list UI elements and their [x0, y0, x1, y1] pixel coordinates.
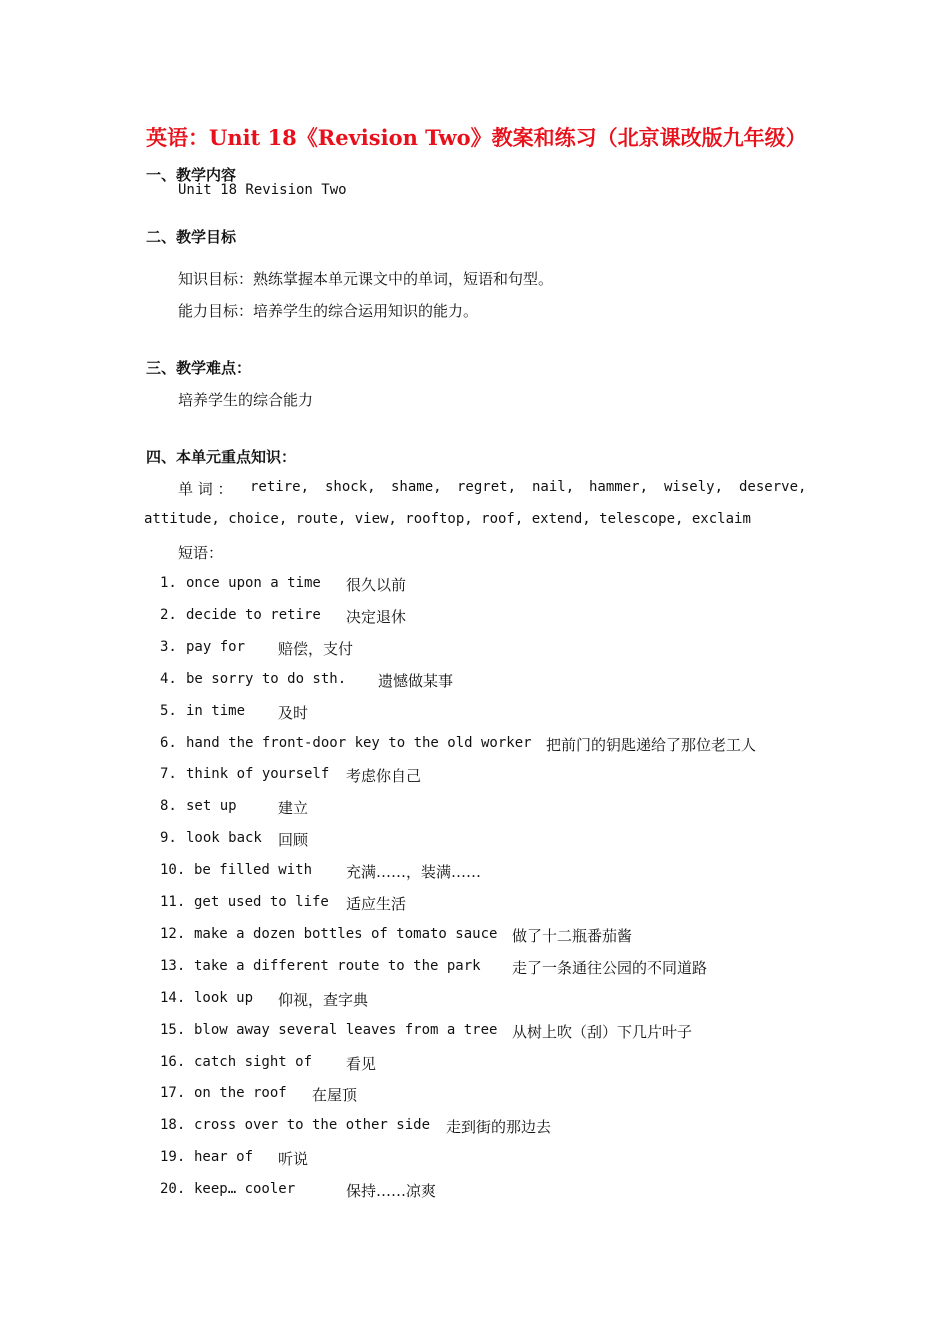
- phrase-english: make a dozen bottles of tomato sauce: [194, 925, 498, 942]
- phrase-english: think of yourself: [186, 766, 330, 783]
- section-heading-key-points: 四、本单元重点知识：: [146, 448, 297, 466]
- phrase-number: 6.: [160, 734, 177, 751]
- phrase-chinese: 考虑你自己: [346, 767, 422, 786]
- phrase-chinese: 建立: [278, 799, 309, 818]
- word: shame,: [391, 479, 442, 495]
- phrase-chinese: 在屋顶: [312, 1086, 358, 1105]
- phrase-number: 3.: [160, 638, 177, 655]
- phrase-chinese: 做了十二瓶番茄酱: [512, 926, 633, 945]
- phrase-chinese: 遗憾做某事: [378, 671, 454, 690]
- words-label: 单 词 ：: [178, 480, 233, 498]
- phrase-number: 12.: [160, 925, 186, 942]
- goal-knowledge: 知识目标：熟练掌握本单元课文中的单词，短语和句型。: [178, 270, 554, 288]
- phrase-english: once upon a time: [186, 575, 321, 591]
- phrase-english: catch sight of: [194, 1053, 313, 1070]
- phrase-chinese: 充满……，装满……: [346, 863, 482, 882]
- word: shock,: [325, 479, 376, 495]
- word: retire,: [250, 479, 310, 495]
- phrase-chinese: 适应生活: [346, 895, 407, 913]
- phrase-number: 11.: [160, 894, 186, 910]
- phrase-english: look back: [186, 830, 262, 847]
- phrase-english: be sorry to do sth.: [186, 670, 347, 687]
- phrase-number: 14.: [160, 989, 186, 1006]
- phrase-chinese: 回顾: [278, 831, 309, 850]
- word: nail,: [532, 479, 575, 495]
- word: hammer,: [589, 479, 649, 495]
- phrase-chinese: 仰视，查字典: [278, 990, 369, 1009]
- phrase-number: 2.: [160, 606, 177, 623]
- words-line-1: [178, 479, 818, 499]
- word: regret,: [457, 479, 517, 495]
- phrase-english: pay for: [186, 638, 246, 655]
- phrase-number: 19.: [160, 1149, 186, 1166]
- phrase-number: 1.: [160, 575, 177, 591]
- phrase-chinese: 从树上吹（刮）下几片叶子: [512, 1022, 693, 1041]
- phrase-number: 13.: [160, 957, 186, 974]
- phrase-english: keep… cooler: [194, 1181, 296, 1198]
- phrase-english: on the roof: [194, 1085, 287, 1102]
- phrase-number: 18.: [160, 1117, 186, 1134]
- phrase-number: 17.: [160, 1085, 186, 1102]
- phrase-chinese: 及时: [278, 703, 309, 722]
- phrase-english: take a different route to the park: [194, 957, 481, 974]
- phrase-chinese: 决定退休: [346, 607, 407, 626]
- phrase-number: 10.: [160, 862, 186, 879]
- word: wisely,: [664, 479, 724, 495]
- section-heading-goals: 二、教学目标: [146, 228, 237, 246]
- phrase-number: 15.: [160, 1021, 186, 1038]
- section-heading-difficulty: 三、教学难点：: [146, 359, 252, 377]
- phrases-label: 短语：: [178, 544, 224, 562]
- phrase-chinese: 走了一条通往公园的不同道路: [512, 958, 708, 977]
- phrase-english: cross over to the other side: [194, 1117, 431, 1134]
- difficulty-text: 培养学生的综合能力: [178, 391, 314, 409]
- word: deserve,: [739, 479, 807, 495]
- phrase-english: be filled with: [194, 862, 313, 879]
- phrase-number: 16.: [160, 1053, 186, 1070]
- phrase-chinese: 保持……凉爽: [346, 1182, 437, 1201]
- phrase-number: 4.: [160, 670, 177, 687]
- section-text-unit: Unit 18 Revision Two: [178, 182, 347, 198]
- phrase-chinese: 看见: [346, 1054, 377, 1073]
- phrase-number: 8.: [160, 798, 177, 815]
- phrase-number: 5.: [160, 702, 177, 719]
- phrase-chinese: 走到街的那边去: [446, 1118, 552, 1137]
- phrase-english: hear of: [194, 1149, 254, 1166]
- phrase-english: hand the front-door key to the old worker: [186, 734, 532, 751]
- section-heading-content: 一、教学内容: [146, 166, 237, 184]
- goal-ability: 能力目标：培养学生的综合运用知识的能力。: [178, 302, 479, 320]
- phrase-english: get used to life: [194, 894, 329, 910]
- document-title: 英语：Unit 18《Revision Two》教案和练习（北京课改版九年级）: [146, 125, 807, 150]
- phrase-chinese: 很久以前: [346, 576, 407, 594]
- phrase-english: decide to retire: [186, 606, 321, 623]
- words-line-2: attitude, choice, route, view, rooftop, roof, extend, telescope, exclaim: [144, 511, 751, 527]
- phrase-english: in time: [186, 702, 246, 719]
- phrase-english: set up: [186, 798, 237, 815]
- phrase-number: 20.: [160, 1181, 186, 1198]
- phrase-chinese: 赔偿，支付: [278, 639, 354, 658]
- phrase-english: blow away several leaves from a tree: [194, 1021, 498, 1038]
- phrase-chinese: 听说: [278, 1150, 309, 1169]
- phrase-english: look up: [194, 989, 254, 1006]
- phrase-number: 7.: [160, 766, 177, 783]
- phrase-number: 9.: [160, 830, 177, 847]
- phrase-chinese: 把前门的钥匙递给了那位老工人: [546, 735, 757, 754]
